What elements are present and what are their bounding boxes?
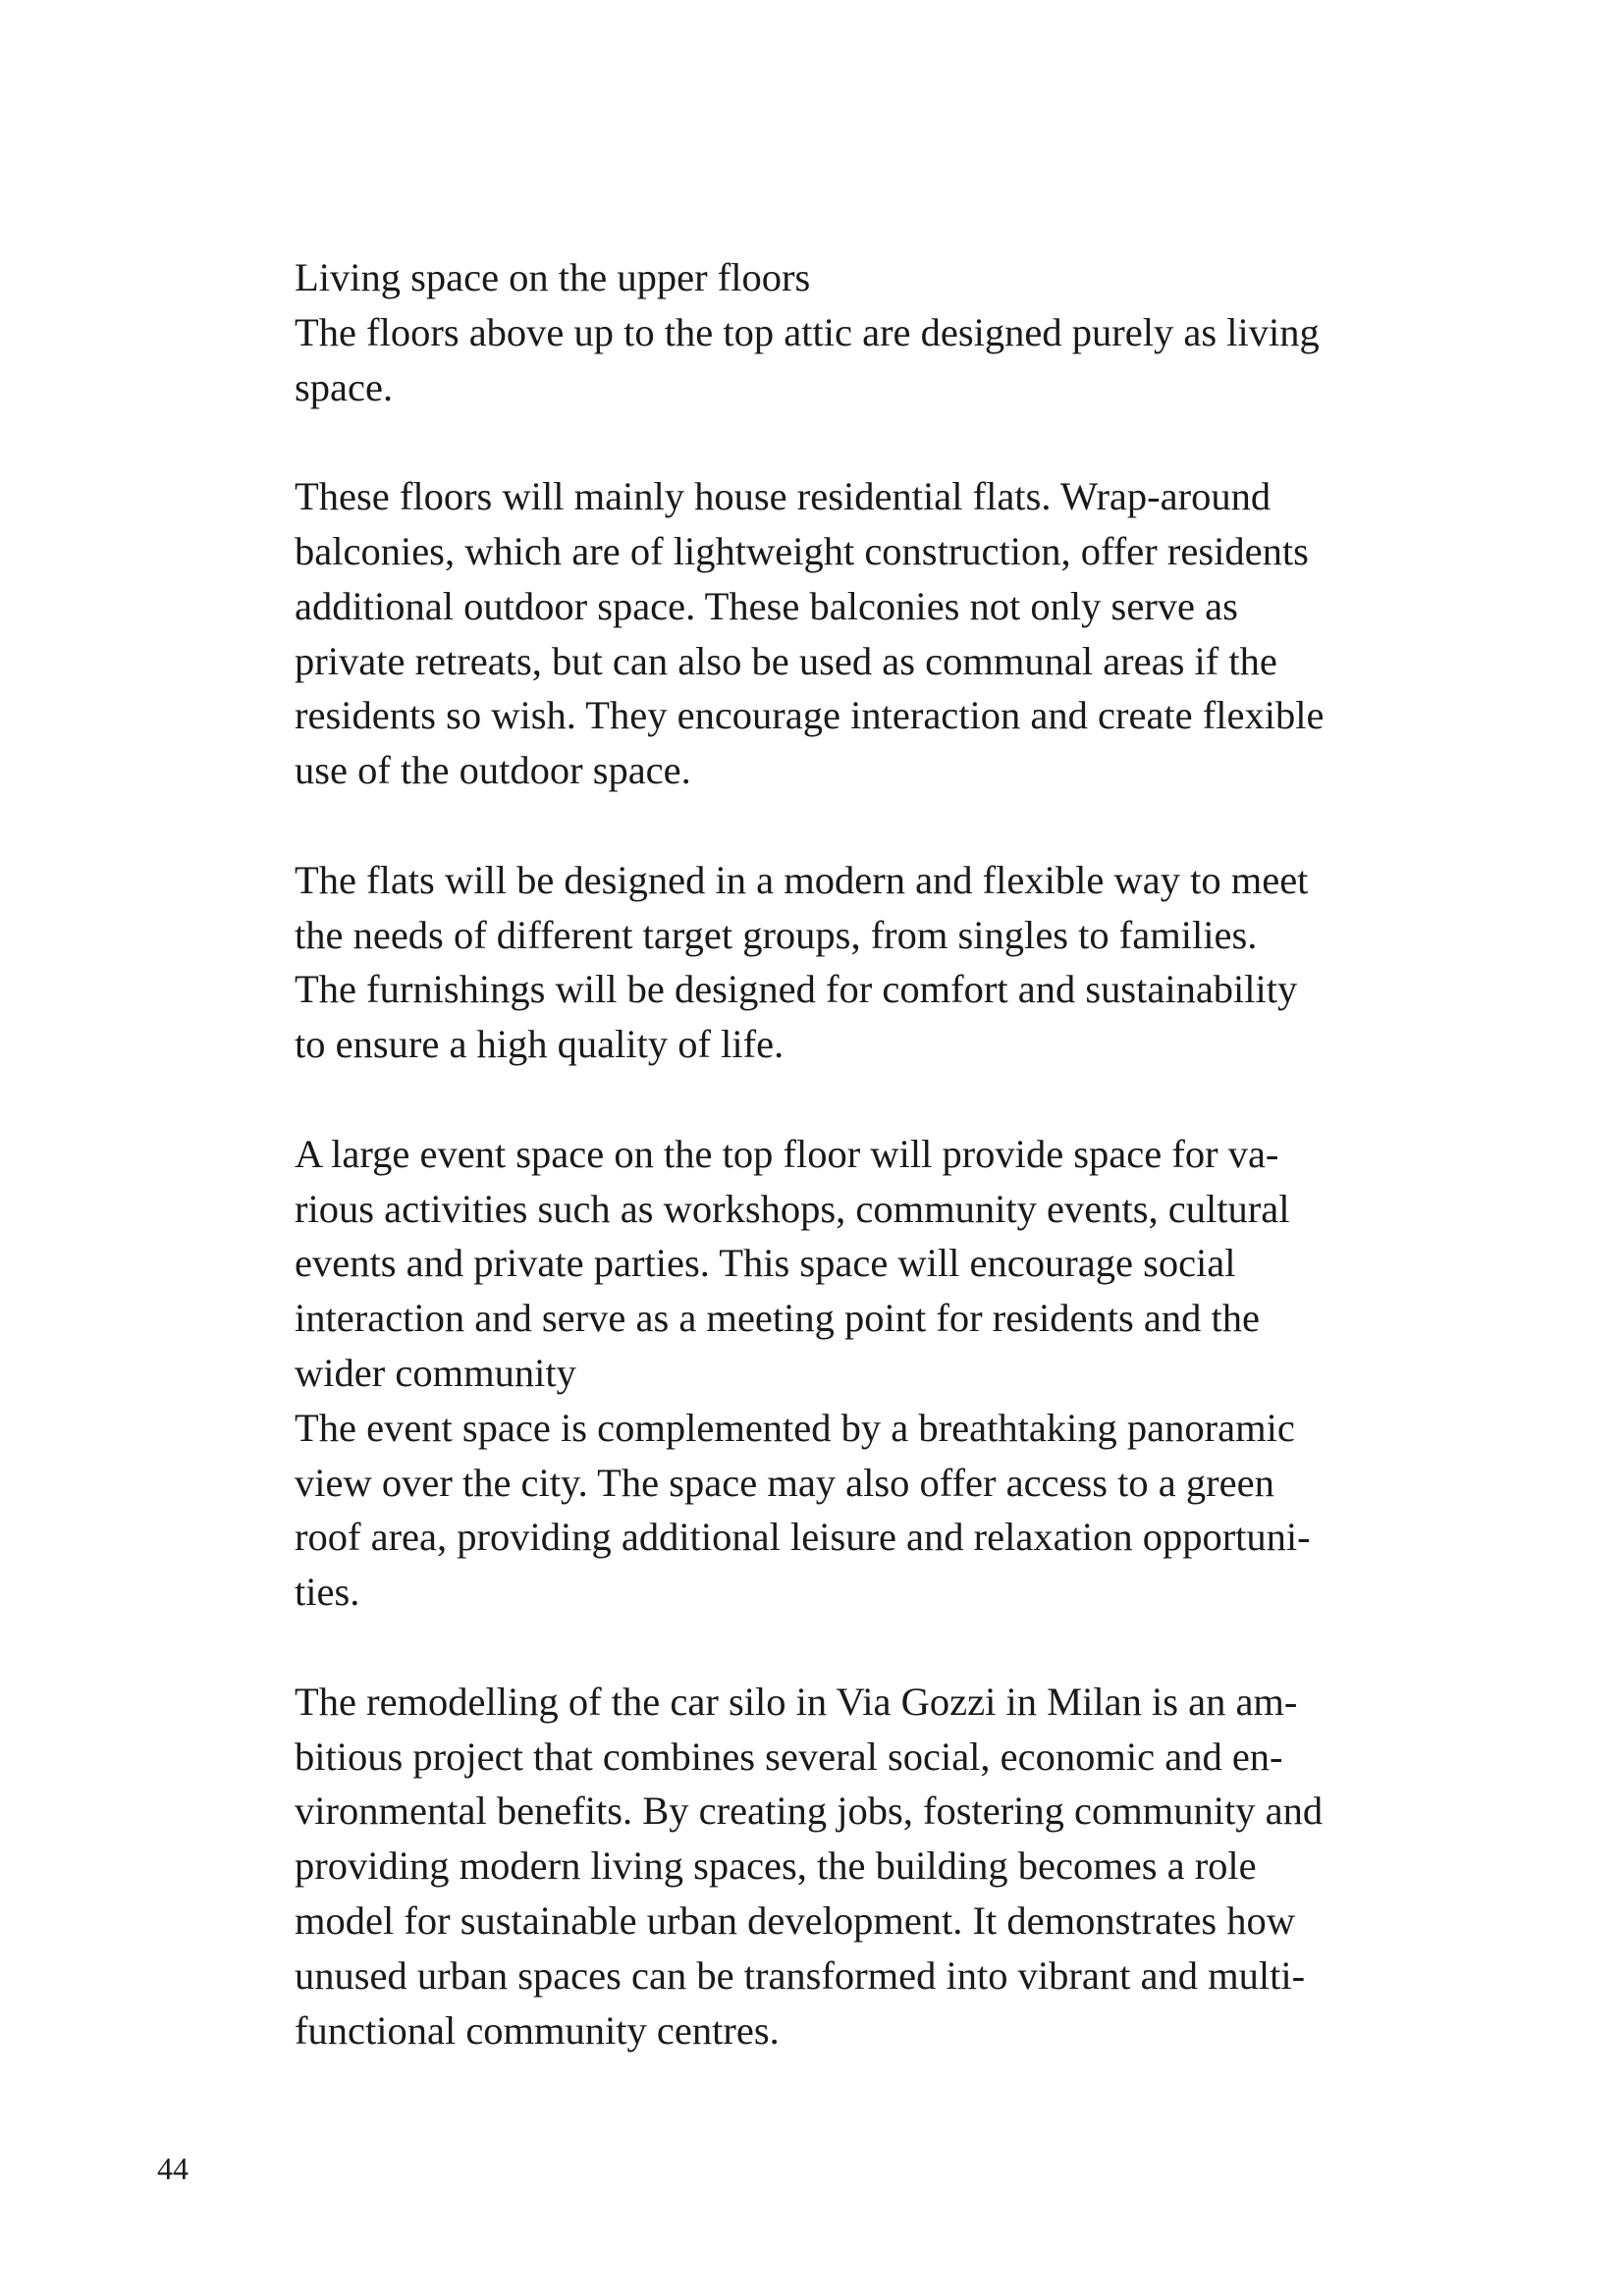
paragraph-line: ties.	[295, 1570, 360, 1615]
paragraph-line: A large event space on the top floor will provide space for va-	[295, 1131, 1279, 1176]
paragraph-line: private retreats, but can also be used as communal areas if the	[295, 638, 1277, 683]
paragraph-line: unused urban spaces can be transformed into vibrant and multi-	[295, 1952, 1306, 1998]
paragraph-line: view over the city. The space may also offer access to a green	[295, 1460, 1274, 1505]
section-heading: Living space on the upper floors	[295, 255, 811, 299]
paragraph-event-space	[295, 1127, 1324, 1401]
paragraph-panoramic-view	[295, 1401, 1324, 1620]
paragraph-line: the needs of different target groups, from singles to families.	[295, 912, 1258, 957]
page-number: 44	[157, 2151, 189, 2186]
body-text	[295, 250, 1324, 2057]
paragraph-line: to ensure a high quality of life.	[295, 1022, 785, 1067]
paragraph-line: The event space is complemented by a breathtaking panoramic	[295, 1405, 1295, 1450]
paragraph-line: events and private parties. This space will encourage social	[295, 1241, 1236, 1286]
paragraph-conclusion	[295, 1675, 1324, 2058]
paragraph-line: wider community	[295, 1350, 576, 1395]
paragraph-line: The remodelling of the car silo in Via Gozzi in Milan is an am-	[295, 1679, 1298, 1724]
paragraph-line: The furnishings will be designed for comfort and sustainability	[295, 967, 1298, 1012]
paragraph-balconies	[295, 469, 1324, 798]
paragraph-flats	[295, 853, 1324, 1072]
paragraph-line: interaction and serve as a meeting point for residents and the	[295, 1296, 1260, 1341]
paragraph-line: functional community centres.	[295, 2007, 780, 2053]
paragraph-line: bitious project that combines several social, economic and en-	[295, 1734, 1283, 1779]
paragraph-line: roof area, providing additional leisure and relaxation opportuni-	[295, 1515, 1311, 1560]
paragraph-line: additional outdoor space. These balconies not only serve as	[295, 583, 1238, 628]
paragraph-intro	[295, 305, 1324, 415]
paragraph-line: rious activities such as workshops, community events, cultural	[295, 1186, 1290, 1231]
paragraph-line: providing modern living spaces, the building becomes a role	[295, 1843, 1257, 1889]
paragraph-line: The floors above up to the top attic are designed purely as living	[295, 309, 1320, 354]
paragraph-line: These floors will mainly house residential flats. Wrap-around	[295, 474, 1272, 519]
paragraph-line: space.	[295, 364, 394, 409]
paragraph-line: use of the outdoor space.	[295, 748, 691, 793]
paragraph-line: model for sustainable urban development. It demonstrates how	[295, 1897, 1295, 1943]
paragraph-line: The flats will be designed in a modern and flexible way to meet	[295, 857, 1309, 902]
paragraph-line: balconies, which are of lightweight construction, offer residents	[295, 528, 1309, 573]
paragraph-line: vironmental benefits. By creating jobs, fostering community and	[295, 1789, 1324, 1834]
paragraph-line: residents so wish. They encourage interaction and create flexible	[295, 693, 1325, 738]
